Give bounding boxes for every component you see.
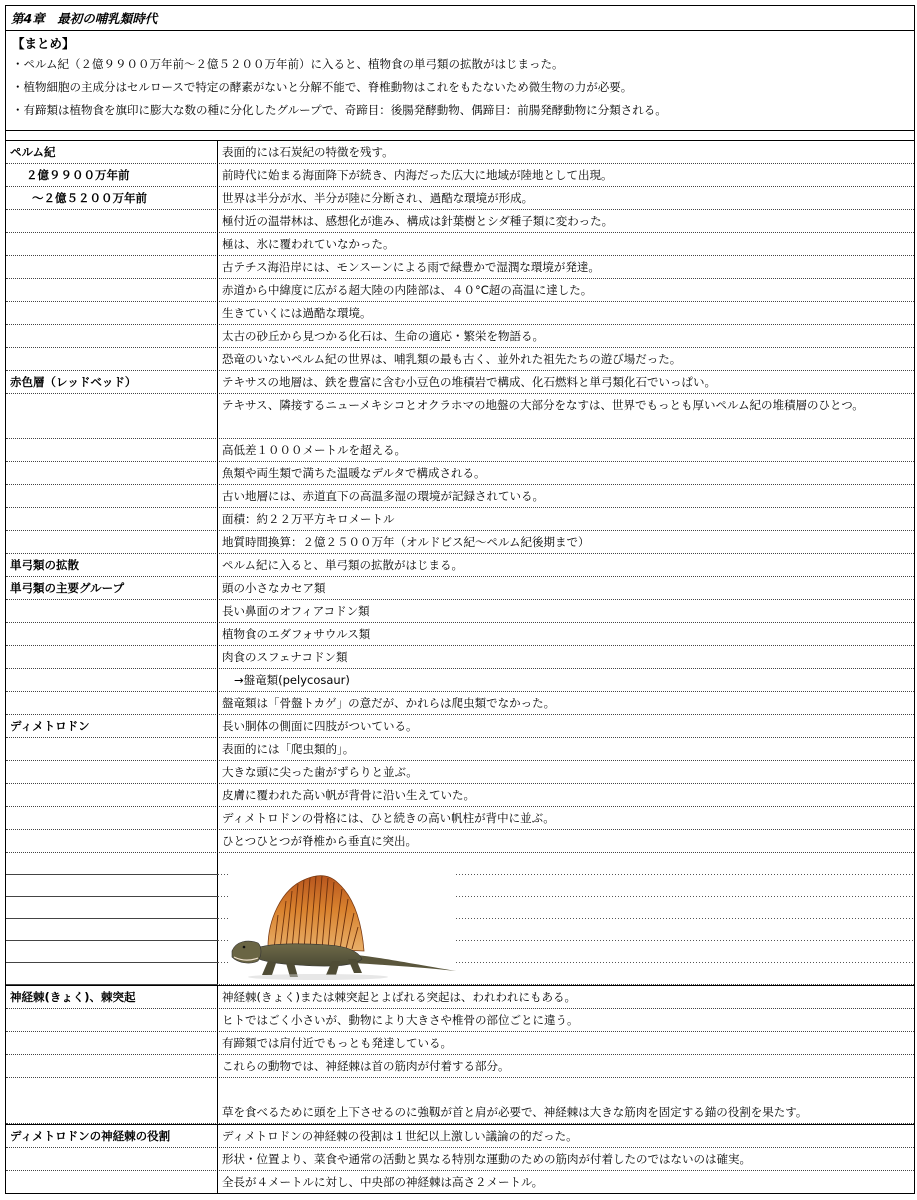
row-text: 皮膚に覆われた高い帆が背骨に沿い生えていた。 — [222, 788, 475, 802]
row-text: 植物食のエダフォサウルス類 — [222, 627, 371, 641]
row-text: 古い地層には、赤道直下の高温多湿の環境が記録されている。 — [222, 489, 544, 503]
row-label — [6, 600, 218, 622]
row-label — [6, 325, 218, 347]
row-label — [6, 623, 218, 645]
row-text: 頭の小さなカセア類 — [222, 581, 326, 595]
image-row-label-lines — [6, 853, 218, 985]
row-label — [6, 738, 218, 760]
image-row — [6, 853, 914, 985]
table-row — [6, 485, 914, 508]
table-row — [6, 394, 914, 439]
row-text: ヒトではごく小さいが、動物により大きさや椎骨の部位ごとに違う。 — [222, 1013, 579, 1027]
row-text: 太古の砂丘から見つかる化石は、生命の適応・繁栄を物語る。 — [222, 329, 544, 343]
row-label — [6, 485, 218, 507]
row-label: 単弓類の主要グループ — [10, 581, 125, 595]
table-row — [6, 715, 914, 738]
row-label: ディメトロドンの神経棘の役割 — [10, 1129, 171, 1143]
section-gap — [5, 131, 915, 140]
row-label — [6, 462, 218, 484]
row-label — [6, 692, 218, 714]
row-text: 草を食べるために頭を上下させるのに強靱が首と肩が必要で、神経棘は大きな筋肉を固定する錨の役割を果たす。 — [222, 1105, 808, 1119]
table-row — [6, 348, 914, 371]
chapter-title: 第4章 最初の哺乳類時代 — [5, 5, 915, 31]
row-label — [6, 830, 218, 852]
row-text: 全長が４メートルに対し、中央部の神経棘は高さ２メートル。 — [222, 1175, 544, 1189]
row-text: 赤道から中緯度に広がる超大陸の内陸部は、４０°C超の高温に達した。 — [222, 283, 593, 297]
image-cell — [218, 853, 914, 984]
table-row — [6, 371, 914, 394]
table-row — [6, 669, 914, 692]
table-row — [6, 1009, 914, 1032]
row-text: 形状・位置より、菜食や通常の活動と異なる特別な運動のための筋肉が付着したのではないのは確実。 — [222, 1152, 751, 1166]
row-text: 表面的には「爬虫類的」。 — [222, 742, 355, 756]
row-label — [6, 508, 218, 530]
row-text: テキサスの地層は、鉄を豊富に含む小豆色の堆積岩で構成、化石燃料と単弓類化石でいっぱい。 — [222, 375, 717, 389]
table-row — [6, 1055, 914, 1078]
row-label — [6, 807, 218, 829]
row-text: 有蹄類では肩付近でもっとも発達している。 — [222, 1036, 452, 1050]
table-row — [6, 439, 914, 462]
summary-line: ・ペルム紀（２億９９００万年前〜２億５２００万年前）に入ると、植物食の単弓類の拡散がはじまった。 — [12, 57, 564, 71]
row-label — [6, 1009, 218, 1031]
table-row — [6, 600, 914, 623]
notes-table — [5, 140, 915, 1194]
row-label — [6, 233, 218, 255]
row-label: 単弓類の拡散 — [10, 558, 79, 572]
row-label: 赤色層（レッドベッド） — [10, 375, 137, 389]
table-row — [6, 187, 914, 210]
row-label — [6, 279, 218, 301]
table-row — [6, 325, 914, 348]
row-text: ディメトロドンの骨格には、ひと続きの高い帆柱が背中に並ぶ。 — [222, 811, 555, 825]
row-text: 魚類や両生類で満ちた温暖なデルタで構成される。 — [222, 466, 486, 480]
row-label — [6, 761, 218, 783]
table-row — [6, 1124, 914, 1148]
row-text: 肉食のスフェナコドン類 — [222, 650, 348, 664]
table-row — [6, 462, 914, 485]
table-row — [6, 554, 914, 577]
row-text: 高低差１０００メートルを超える。 — [222, 443, 406, 457]
row-label — [6, 1032, 218, 1054]
table-row — [6, 1171, 914, 1193]
row-label — [6, 1078, 218, 1123]
table-row — [6, 508, 914, 531]
row-label: ２億９９００万年前 — [26, 168, 130, 182]
table-row — [6, 985, 914, 1009]
table-row — [6, 692, 914, 715]
table-row — [6, 233, 914, 256]
row-label — [6, 1148, 218, 1170]
row-text: 神経棘(きょく)または棘突起とよばれる突起は、われわれにもある。 — [222, 990, 576, 1004]
row-label — [6, 439, 218, 461]
table-row — [6, 623, 914, 646]
guide-line — [456, 962, 914, 963]
row-label — [6, 302, 218, 324]
row-label — [6, 646, 218, 668]
row-label: ディメトロドン — [10, 719, 90, 733]
row-text: 長い胴体の側面に四肢がついている。 — [222, 719, 418, 733]
summary-line: ・植物細胞の主成分はセルロースで特定の酵素がないと分解不能で、脊椎動物はこれをもたないため微生物の力が必要。 — [12, 80, 633, 94]
row-text: 盤竜類は「骨盤トカゲ」の意だが、かれらは爬虫類でなかった。 — [222, 696, 556, 710]
guide-line — [456, 874, 914, 875]
row-text: 恐竜のいないペルム紀の世界は、哺乳類の最も古く、並外れた祖先たちの遊び場だった。 — [222, 352, 682, 366]
summary-box — [5, 31, 915, 131]
row-label: 神経棘(きょく)、棘突起 — [10, 990, 136, 1004]
table-row — [6, 577, 914, 600]
summary-line: ・有蹄類は植物食を旗印に膨大な数の種に分化したグループで、奇蹄目：後腸発酵動物、偶蹄目：前腸発酵動物に分類される。 — [12, 103, 667, 117]
table-row — [6, 646, 914, 669]
row-text: ディメトロドンの神経棘の役割は１世紀以上激しい議論の的だった。 — [222, 1129, 578, 1143]
row-text: これらの動物では、神経棘は首の筋肉が付着する部分。 — [222, 1059, 510, 1073]
table-row — [6, 302, 914, 325]
row-text: 世界は半分が水、半分が陸に分断され、過酷な環境が形成。 — [222, 191, 534, 205]
row-label — [6, 394, 218, 438]
row-label — [6, 669, 218, 691]
row-text: 表面的には石炭紀の特徴を残す。 — [222, 145, 394, 159]
row-text: →盤竜類(pelycosaur) — [234, 673, 350, 687]
row-text: ひとつひとつが脊椎から垂直に突出。 — [222, 834, 418, 848]
row-text: 極付近の温帯林は、感想化が進み、構成は針葉樹とシダ種子類に変わった。 — [222, 214, 614, 228]
dimetrodon-illustration — [228, 867, 460, 983]
row-text: テキサス、隣接するニューメキシコとオクラホマの地盤の大部分をなすは、世界でもっとも厚いペルム紀の堆積層のひとつ。 — [222, 398, 864, 412]
row-text: 面積：約２２万平方キロメートル — [222, 512, 395, 526]
table-row — [6, 784, 914, 807]
table-row — [6, 1032, 914, 1055]
table-row — [6, 141, 914, 164]
row-text: 極は、氷に覆われていなかった。 — [222, 237, 395, 251]
row-text: 前時代に始まる海面降下が続き、内海だった広大に地域が陸地として出現。 — [222, 168, 613, 182]
row-text: 古テチス海沿岸には、モンスーンによる雨で緑豊かで湿潤な環境が発達。 — [222, 260, 600, 274]
table-row — [6, 1148, 914, 1171]
table-row — [6, 210, 914, 233]
row-label — [6, 1171, 218, 1193]
row-label — [6, 210, 218, 232]
table-row — [6, 830, 914, 853]
table-row — [6, 164, 914, 187]
guide-line — [456, 940, 914, 941]
row-text: 長い鼻面のオフィアコドン類 — [222, 604, 370, 618]
row-text: 生きていくには過酷な環境。 — [222, 306, 372, 320]
row-label — [6, 348, 218, 370]
row-label — [6, 1055, 218, 1077]
table-row — [6, 1078, 914, 1124]
table-row — [6, 761, 914, 784]
row-label: 〜２億５２００万年前 — [32, 191, 147, 205]
row-text: 大きな頭に尖った歯がずらりと並ぶ。 — [222, 765, 418, 779]
row-text: ペルム紀に入ると、単弓類の拡散がはじまる。 — [222, 558, 464, 572]
row-text: 地質時間換算：２億２５００万年（オルドビス紀〜ペルム紀後期まで） — [222, 535, 590, 549]
row-label: ペルム紀 — [10, 145, 56, 159]
table-row — [6, 738, 914, 761]
table-row — [6, 807, 914, 830]
row-label — [6, 531, 218, 553]
guide-line — [456, 918, 914, 919]
document-sheet — [5, 5, 915, 1194]
row-label — [6, 784, 218, 806]
guide-line — [456, 896, 914, 897]
table-row — [6, 256, 914, 279]
row-label — [6, 256, 218, 278]
summary-heading: 【まとめ】 — [12, 36, 75, 51]
table-row — [6, 531, 914, 554]
table-row — [6, 279, 914, 302]
